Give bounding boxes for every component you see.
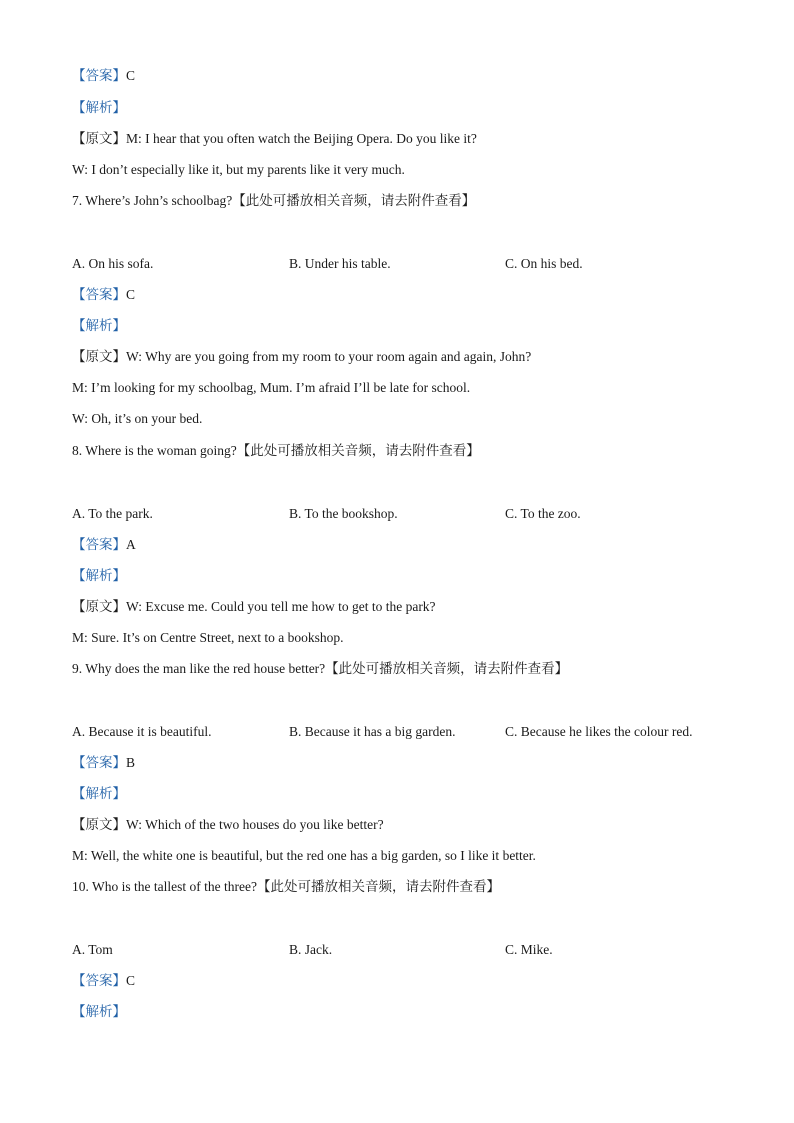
transcript-line: 【原文】M: I hear that you often watch the Beijing Opera. Do you like it? [72,131,477,146]
q8-option-a: A. To the park. [72,506,153,521]
q8-option-c: C. To the zoo. [505,506,581,521]
answer-value: C [126,68,136,83]
answer-line [72,755,135,771]
analysis-line [72,318,126,334]
q7-option-a: A. On his sofa. [72,256,154,271]
answer-value: C [126,287,136,302]
q10-option-c: C. Mike. [505,942,553,957]
q9-option-b: B. Because it has a big garden. [289,724,456,739]
answer-tag: 【答案】 [72,755,126,770]
analysis-line [72,100,126,116]
transcript-line: 【原文】W: Why are you going from my room to your room again and again, John? [72,349,532,364]
answer-tag: 【答案】 [72,973,126,988]
transcript-line: W: Oh, it’s on your bed. [72,411,203,426]
answer-line [72,68,135,84]
analysis-tag: 【解析】 [72,1004,126,1019]
transcript-line: M: Well, the white one is beautiful, but the red one has a big garden, so I like it better. [72,848,536,863]
transcript-line: W: I don’t especially like it, but my parents like it very much. [72,162,405,177]
analysis-tag: 【解析】 [72,318,126,333]
transcript-line: M: I’m looking for my schoolbag, Mum. I’m afraid I’ll be late for school. [72,380,471,395]
answer-line [72,287,135,303]
answer-tag: 【答案】 [72,287,126,302]
q9-option-c: C. Because he likes the colour red. [505,724,693,739]
q10-option-b: B. Jack. [289,942,333,957]
q7-option-b: B. Under his table. [289,256,391,271]
answer-value: A [126,537,136,552]
analysis-line [72,786,126,802]
answer-value: B [126,755,136,770]
transcript-line: 【原文】W: Which of the two houses do you like better? [72,817,384,832]
q9-option-a: A. Because it is beautiful. [72,724,212,739]
q8-option-b: B. To the bookshop. [289,506,398,521]
analysis-line [72,568,126,584]
q7-option-c: C. On his bed. [505,256,583,271]
q10-option-a: A. Tom [72,942,113,957]
transcript-line: M: Sure. It’s on Centre Street, next to a bookshop. [72,630,344,645]
answer-line [72,973,135,989]
answer-tag: 【答案】 [72,68,126,83]
analysis-tag: 【解析】 [72,786,126,801]
question-9: 9. Why does the man like the red house better?【此处可播放相关音频，请去附件查看】 [72,661,569,676]
question-8: 8. Where is the woman going?【此处可播放相关音频，请去附件查看】 [72,443,480,458]
answer-line [72,537,136,553]
transcript-line: 【原文】W: Excuse me. Could you tell me how to get to the park? [72,599,436,614]
analysis-tag: 【解析】 [72,568,126,583]
question-10: 10. Who is the tallest of the three?【此处可播放相关音频，请去附件查看】 [72,879,500,894]
answer-value: C [126,973,136,988]
answer-tag: 【答案】 [72,537,126,552]
question-7: 7. Where’s John’s schoolbag?【此处可播放相关音频，请去附件查看】 [72,193,476,208]
analysis-line [72,1004,126,1020]
analysis-tag: 【解析】 [72,100,126,115]
